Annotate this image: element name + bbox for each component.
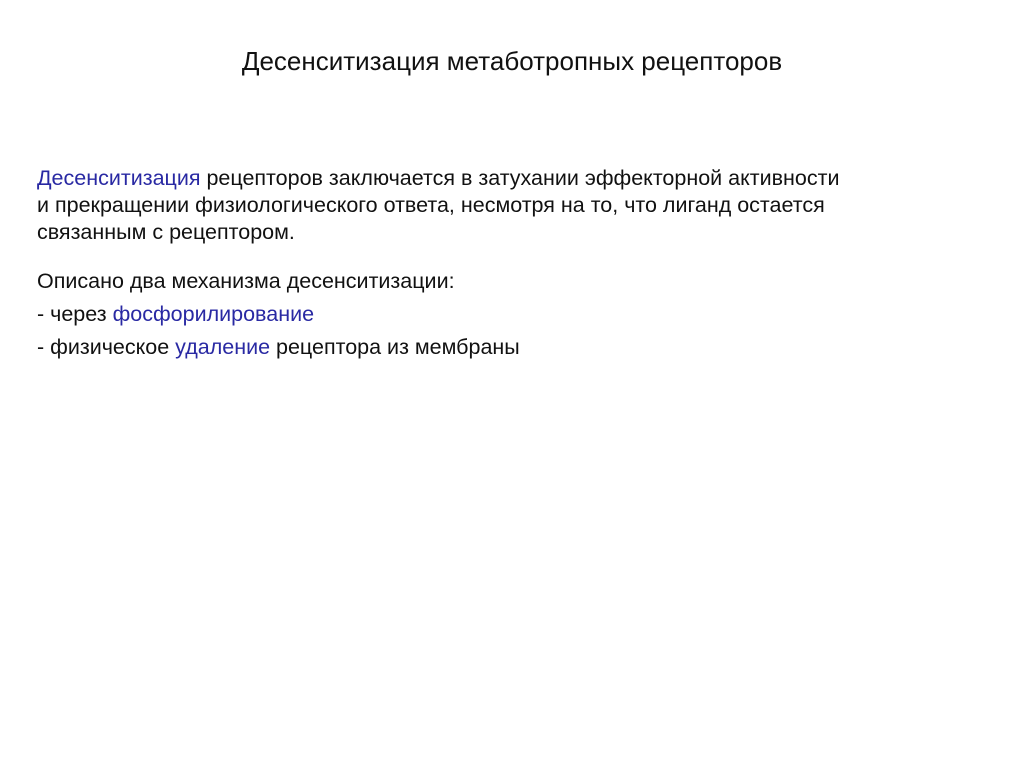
definition-term: Десенситизация [37,166,201,190]
mechanism-item-2-prefix: - физическое [37,335,176,359]
mechanism-item-1-prefix: - через [37,302,113,326]
definition-line-3: связанным с рецептором. [37,220,295,244]
definition-line-1 [37,166,840,190]
mechanism-item-phosphorylation [37,301,997,328]
definition-paragraph [37,165,997,246]
mechanisms-heading: Описано два механизма десенситизации: [37,269,455,293]
definition-line-1-rest: рецепторов заключается в затухании эффекторной активности [200,166,840,190]
mechanism-item-removal [37,334,997,361]
slide-body [37,165,997,367]
definition-line-2: и прекращении физиологического ответа, несмотря на то, что лиганд остается [37,193,825,217]
mechanism-item-2-term: удаление [175,335,271,359]
slide-title: Десенситизация метаботропных рецепторов [241,46,783,76]
mechanism-item-1-term: фосфорилирование [112,302,315,326]
mechanism-item-2-rest: рецептора из мембраны [270,335,520,359]
